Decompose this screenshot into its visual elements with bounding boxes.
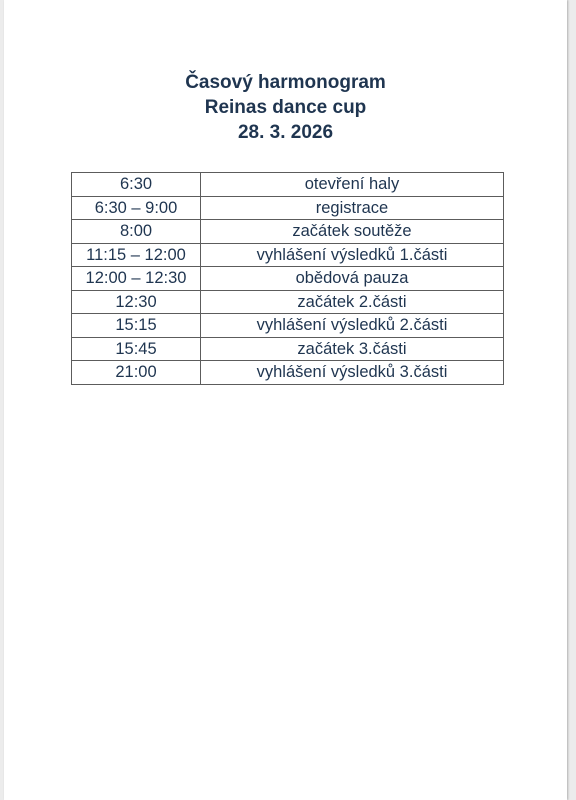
event-cell: registrace [201, 196, 504, 220]
schedule-table [71, 172, 504, 385]
event-cell: začátek soutěže [201, 220, 504, 244]
table-row [72, 243, 504, 267]
event-cell: začátek 3.části [201, 337, 504, 361]
event-cell: otevření haly [201, 173, 504, 197]
time-cell: 8:00 [72, 220, 201, 244]
time-cell: 12:30 [72, 290, 201, 314]
event-cell: začátek 2.části [201, 290, 504, 314]
title-line: Časový harmonogram [185, 72, 386, 93]
time-cell: 15:45 [72, 337, 201, 361]
event-cell: vyhlášení výsledků 3.části [201, 361, 504, 385]
time-cell: 11:15 – 12:00 [72, 243, 201, 267]
event-name: Reinas dance cup [204, 97, 367, 118]
table-row [72, 314, 504, 338]
event-cell: vyhlášení výsledků 1.části [201, 243, 504, 267]
time-cell: 6:30 – 9:00 [72, 196, 201, 220]
table-row [72, 361, 504, 385]
time-cell: 15:15 [72, 314, 201, 338]
event-cell: obědová pauza [201, 267, 504, 291]
time-cell: 12:00 – 12:30 [72, 267, 201, 291]
table-row [72, 337, 504, 361]
table-row [72, 173, 504, 197]
table-row [72, 196, 504, 220]
table-row [72, 290, 504, 314]
time-cell: 21:00 [72, 361, 201, 385]
table-row [72, 267, 504, 291]
event-date: 28. 3. 2026 [237, 122, 334, 143]
document-page [4, 0, 567, 800]
time-cell: 6:30 [72, 173, 201, 197]
event-cell: vyhlášení výsledků 2.části [201, 314, 504, 338]
table-row [72, 220, 504, 244]
document-title [4, 70, 567, 145]
